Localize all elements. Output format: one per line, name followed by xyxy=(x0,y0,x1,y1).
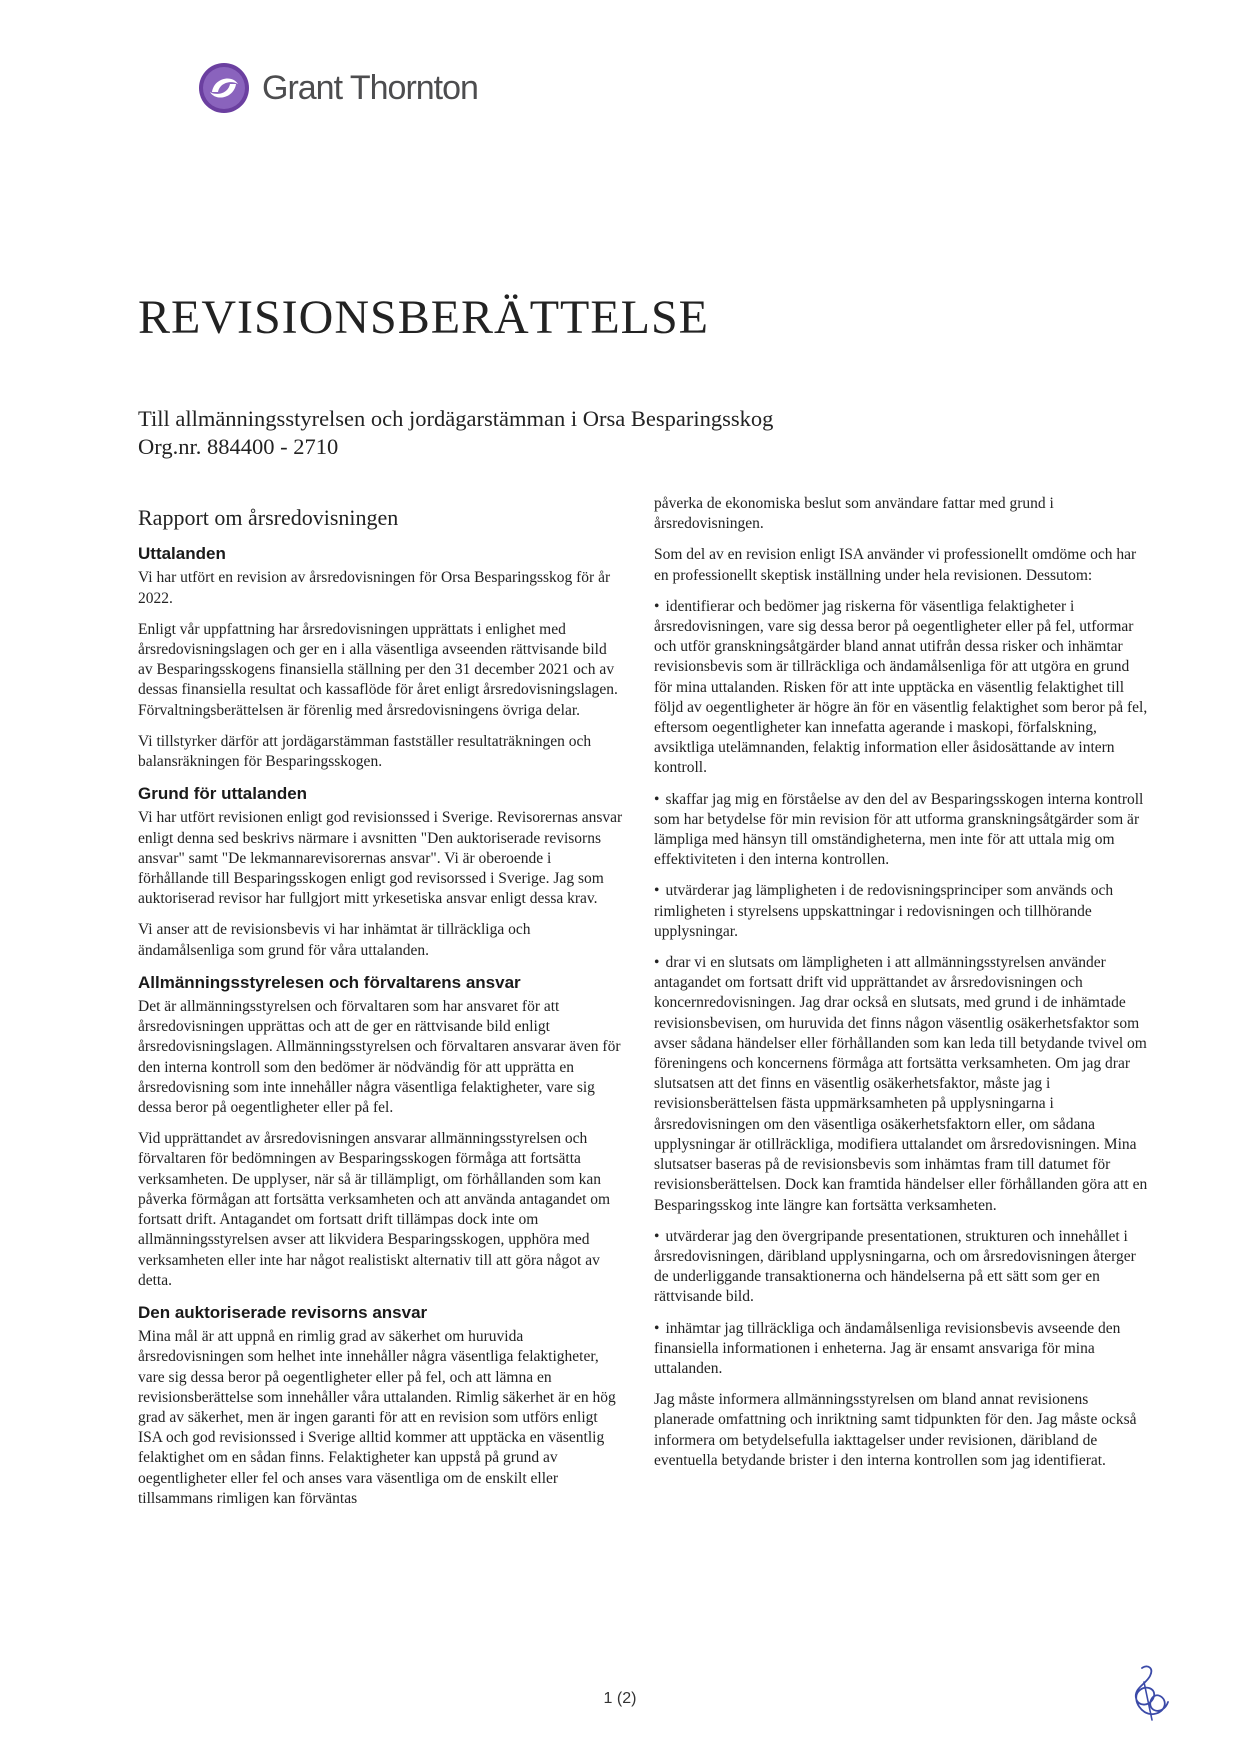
bullet-item xyxy=(654,1227,1150,1308)
heading-grund: Grund för uttalanden xyxy=(138,784,308,804)
right-column xyxy=(654,494,1150,1482)
bullet-text: utvärderar jag den övergripande presentationen, strukturen och innehållet i årsredovisningen, däribland upplysningarna, och om årsredovisningen återger de underliggande transaktionerna och händelserna på ett sätt som ger en rättvisande bild. xyxy=(654,1227,1136,1306)
bullet-item xyxy=(654,597,1150,779)
bullet-icon: • xyxy=(654,954,660,972)
grant-thornton-logo-icon xyxy=(198,62,250,114)
bullet-item xyxy=(654,953,1150,1216)
bullet-text: skaffar jag mig en förståelse av den del av Besparingsskogen interna kontroll som har betydelse för min revision för att utforma granskningsåtgärder som är lämpliga med hänsyn till omständigheterna, men inte för att uttala mig om effektiviteten i den interna kontrollen. xyxy=(654,790,1144,869)
paragraph: Som del av en revision enligt ISA använder vi professionellt omdöme och har en professionellt skeptisk inställning under hela revisionen. Dessutom: xyxy=(654,546,1137,584)
bullet-text: drar vi en slutsats om lämpligheten i att allmänningsstyrelsen använder antagandet om fortsatt drift vid upprättandet av årsredovisningen och koncernredovisningen. Jag drar också en slutsats, med grund i de inhämtade revisionsbevisen, om huruvida det finns någon väsentlig osäkerhetsfaktor som avser sådana händelser eller förhållanden som kan leda till betydande tvivel om föreningens och koncernens förmåga att fortsätta verksamheten. Om jag drar slutsatsen att det finns en väsentlig osäkerhetsfaktor, måste jag i revisionsberättelsen fästa uppmärksamheten på upplysningarna i årsredovisningen om den väsentliga osäkerhetsfaktorn eller, om sådana upplysningar är otillräckliga, modifiera uttalandet om årsredovisningen. Mina slutsatser baseras på de revisionsbevis som inhämtas fram till datumet för revisionsberättelsen. Dock kan framtida händelser eller förhållanden göra att en Besparingsskog inte längre kan fortsätta verksamheten. xyxy=(654,954,1148,1214)
bullet-item xyxy=(654,790,1150,871)
heading-revisor: Den auktoriserade revisorns ansvar xyxy=(138,1302,428,1322)
paragraph: Vi har utfört revisionen enligt god revisionssed i Sverige. Revisorernas ansvar enligt denna sed beskrivs närmare i avsnitten "Den auktoriserade revisorns ansvar" samt "De lekmannarevisorernas ansvar". Vi är oberoende i förhållande till Besparingsskogen enligt god revisorssed i Sverige. Jag som auktoriserad revisor har fullgjort mitt yrkesetiska ansvar enligt dessa krav. xyxy=(138,809,623,908)
recipient-block xyxy=(138,405,773,461)
report-title: Rapport om årsredovisningen xyxy=(138,505,399,530)
paragraph: Det är allmänningsstyrelsen och förvaltaren som har ansvaret för att årsredovisningen upprättas och att de ger en rättvisande bild enligt årsredovisningslagen. Allmänningsstyrelsen och förvaltaren ansvarar även för den interna kontroll som den bedömer är nödvändig för att upprätta en årsredovisning som inte innehåller några väsentliga felaktigheter, vare sig dessa beror på oegentligheter eller på fel. xyxy=(138,998,621,1117)
logo-text: Grant Thornton xyxy=(262,68,478,107)
paragraph: Vi tillstyrker därför att jordägarstämman fastställer resultaträkningen och balansräkningen för Besparingsskogen. xyxy=(138,732,592,771)
document-title: REVISIONSBERÄTTELSE xyxy=(138,291,709,344)
heading-uttalanden: Uttalanden xyxy=(138,544,226,564)
bullet-icon: • xyxy=(654,790,660,808)
paragraph: Vi anser att de revisionsbevis vi har inhämtat är tillräckliga och ändamålsenliga som grund för våra uttalanden. xyxy=(138,921,531,959)
bullet-icon: • xyxy=(654,1227,660,1245)
paragraph: Mina mål är att uppnå en rimlig grad av säkerhet om huruvida årsredovisningen som helhet inte innehåller några väsentliga felaktigheter, vare sig dessa beror på oegentligheter eller på fel, och att lämna en revisionsberättelse som innehåller våra uttalanden. Rimlig säkerhet är en hög grad av säkerhet, men är ingen garanti för att en revision som utförs enligt ISA och god revisionssed i Sverige alltid kommer att upptäcka en väsentlig felaktighet om en sådan finns. Felaktigheter kan uppstå på grund av oegentligheter eller fel och anses vara väsentliga om de enskilt eller tillsammans rimligen kan förväntas xyxy=(138,1328,616,1507)
bullet-item xyxy=(654,881,1150,942)
paragraph: Jag måste informera allmänningsstyrelsen om bland annat revisionens planerade omfattning och inriktning samt tidpunkten för den. Jag måste också informera om betydelsefulla iakttagelser under revisionen, däribland de eventuella betydande brister i den interna kontrollen som jag identifierat. xyxy=(654,1391,1137,1469)
heading-styrelse: Allmänningsstyrelesen och förvaltarens ansvar xyxy=(138,972,521,992)
paragraph: Vi har utfört en revision av årsredovisningen för Orsa Besparingsskog för år 2022. xyxy=(138,569,611,607)
bullet-icon: • xyxy=(654,1319,660,1337)
paragraph: Vid upprättandet av årsredovisningen ansvarar allmänningsstyrelsen och förvaltaren för bedömningen av Besparingsskogen förmåga att fortsätta verksamheten. De upplyser, när så är tillämpligt, om förhållanden som kan påverka förmågan att fortsätta verksamheten och att använda antagandet om fortsatt drift. Antagandet om fortsatt drift tillämpas dock inte om allmänningsstyrelsen avser att likvidera Besparingsskogen, upphöra med verksamheten eller inte har något realistiskt alternativ till att göra något av detta. xyxy=(138,1130,611,1289)
bullet-item xyxy=(654,1319,1150,1380)
paragraph: påverka de ekonomiska beslut som användare fattar med grund i årsredovisningen. xyxy=(654,495,1054,533)
bullet-text: identifierar och bedömer jag riskerna för väsentliga felaktigheter i årsredovisningen, vare sig dessa beror på oegentligheter eller på fel, utformar och utför granskningsåtgärder bland annat utifrån dessa risker och inhämtar revisionsbevis som är tillräckliga och ändamålsenliga för att utgöra en grund för mina uttalanden. Risken för att inte upptäcka en väsentlig felaktighet till följd av oegentligheter är högre än för en väsentlig felaktighet som beror på fel, eftersom oegentligheter kan innefatta agerande i maskopi, förfalskning, avsiktliga utelämnanden, felaktig information eller åsidosättande av intern kontroll. xyxy=(654,597,1148,777)
left-column xyxy=(138,500,624,1520)
company-logo xyxy=(198,62,478,114)
bullet-text: utvärderar jag lämpligheten i de redovisningsprinciper som används och rimligheten i styrelsens uppskattningar i redovisningen och tillhörande upplysningar. xyxy=(654,882,1114,940)
page-number: 1 (2) xyxy=(603,1690,637,1707)
bullet-text: inhämtar jag tillräckliga och ändamålsenliga revisionsbevis avseende den finansiella informationen i enheterna. Jag är ensamt ansvariga för mina uttalanden. xyxy=(654,1319,1121,1377)
org-number: Org.nr. 884400 - 2710 xyxy=(138,434,339,459)
bullet-icon: • xyxy=(654,597,660,615)
signature-initials-icon xyxy=(1124,1662,1174,1724)
paragraph: Enligt vår uppfattning har årsredovisningen upprättats i enlighet med årsredovisningslagen och ger en i alla väsentliga avseenden rättvisande bild av Besparingsskogens finansiella ställning per den 31 december 2021 och av dessas finansiella resultat och kassaflöde för året enligt årsredovisningslagen. Förvaltningsberättelsen är förenlig med årsredovisningens övriga delar. xyxy=(138,620,618,719)
recipient-line: Till allmänningsstyrelsen och jordägarstämman i Orsa Besparingsskog xyxy=(138,406,774,431)
bullet-icon: • xyxy=(654,882,660,900)
